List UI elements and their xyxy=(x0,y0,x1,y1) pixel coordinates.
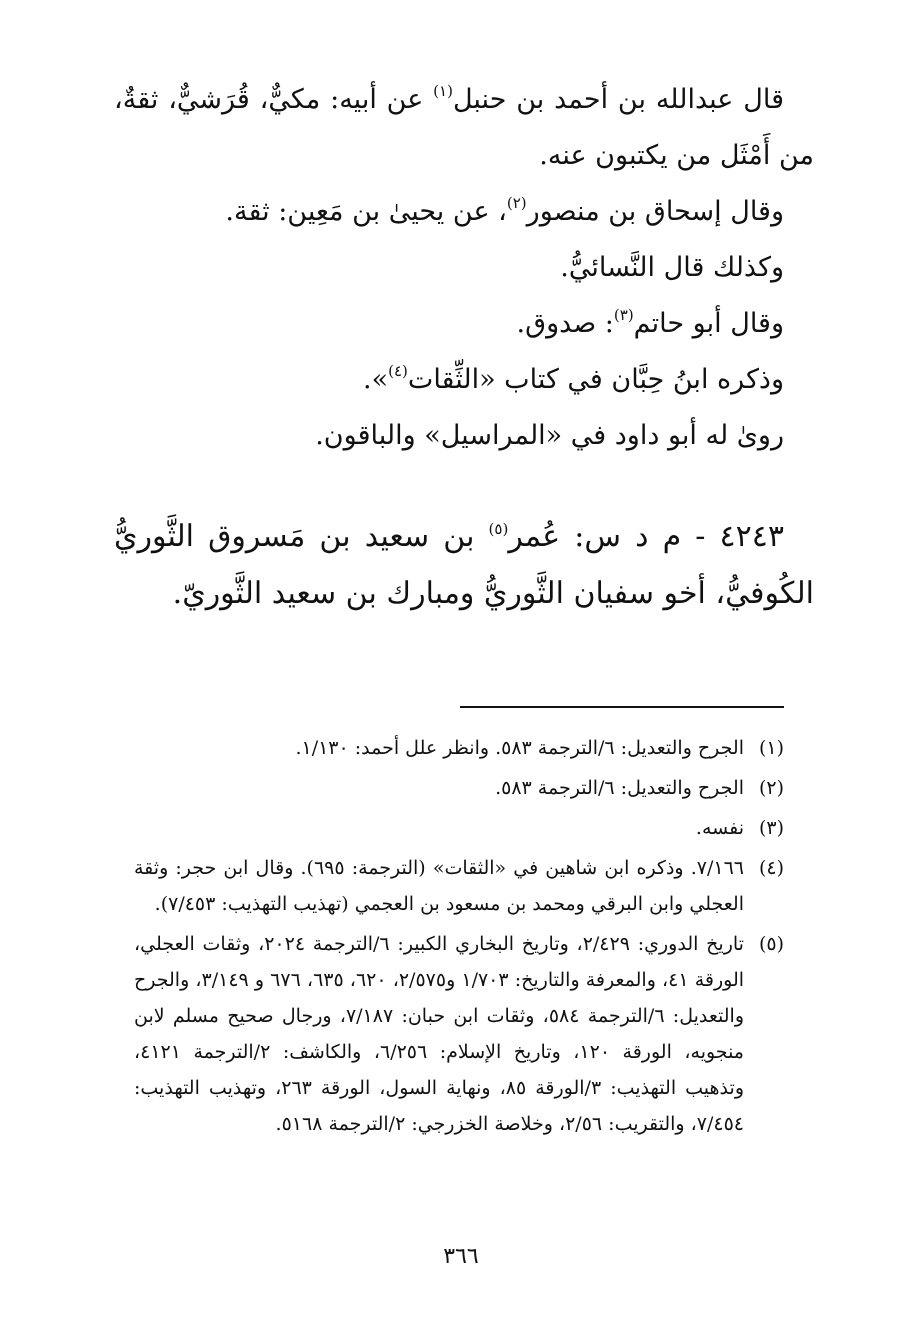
paragraph-ibn-hibban xyxy=(114,352,814,408)
footnote-text: ٧/١٦٦. وذكره ابن شاهين في «الثقات» (الترجمة: ٦٩٥). وقال ابن حجر: وثقة العجلي وابن البرقي ومحمد بن مسعود بن العجمي (تهذيب التهذيب: ٧/٤٥٣). xyxy=(134,857,744,915)
footnote-text: تاريخ الدوري: ٢/٤٢٩، وتاريخ البخاري الكبير: ٦/الترجمة ٢٠٢٤، وثقات العجلي، الورقة ٤١، والمعرفة والتاريخ: ١/٧٠٣ و٢/٥٧٥، ٦٢٠، ٦٣٥، ٦٧٦ و ٣/١٤٩، والجرح والتعديل: ٦/الترجمة ٥٨٤، وثقات ابن حبان: ٧/١٨٧، ورجال صحيح مسلم لابن منجويه، الورقة ١٢٠، وتاريخ الإسلام: ٦/٢٥٦، والكاشف: ٢/الترجمة ٤١٢١، وتذهيب التهذيب: ٣/الورقة ٨٥، ونهاية السول، الورقة ٢٦٣، وتهذيب التهذيب: ٧/٤٥٤، والتقريب: ٢/٥٦، وخلاصة الخزرجي: ٢/الترجمة ٥١٦٨. xyxy=(134,933,745,1135)
footnote-ref-4[interactable]: (٤) xyxy=(388,362,408,380)
text: : صدوق. xyxy=(516,308,614,339)
footnote-number: (٤) xyxy=(758,857,784,879)
footnote-number: (٥) xyxy=(758,933,784,955)
main-text xyxy=(114,72,814,464)
footnote-1 xyxy=(134,730,784,766)
paragraph-nasai: وكذلك قال النَّسائيُّ. xyxy=(560,252,784,283)
footnote-number: (٢) xyxy=(758,777,784,799)
footnote-ref-2[interactable]: (٢) xyxy=(506,194,527,212)
text: وذكره ابنُ حِبَّان في كتاب «الثِّقات xyxy=(407,364,784,395)
text: وقال أبو حاتم xyxy=(633,308,784,339)
paragraph-ahmad xyxy=(114,72,814,184)
text: عن أبيه: مكيٌّ، قُرَشيٌّ، ثقةٌ، من أَمْثَل من يكتبون عنه. xyxy=(114,84,814,171)
paragraph-narrators: روىٰ له أبو داود في «المراسيل» والباقون. xyxy=(315,420,784,451)
text: قال عبدالله بن أحمد بن حنبل xyxy=(452,84,784,115)
footnote-ref-3[interactable]: (٣) xyxy=(613,306,634,324)
footnotes xyxy=(134,730,784,1146)
footnote-ref-5[interactable]: (٥) xyxy=(488,520,509,538)
text: ». xyxy=(363,364,389,395)
text: ٤٢٤٣ - م د س: عُمر xyxy=(508,519,784,554)
entry-heading xyxy=(114,508,814,622)
footnote-separator xyxy=(460,706,784,708)
paragraph-ishaq xyxy=(114,184,814,240)
text: وقال إسحاق بن منصور xyxy=(526,196,784,227)
footnote-2 xyxy=(134,770,784,806)
text: بن سعيد بن مَسروق الثَّوريُّ الكُوفيُّ، أخو سفيان الثَّوريُّ ومبارك بن سعيد الثَّوريّ. xyxy=(114,519,814,611)
footnote-number: (١) xyxy=(758,737,784,759)
footnote-3 xyxy=(134,810,784,846)
footnote-4 xyxy=(134,850,784,922)
footnote-text: الجرح والتعديل: ٦/الترجمة ٥٨٣. xyxy=(495,777,744,799)
footnote-number: (٣) xyxy=(758,817,784,839)
text: ، عن يحيىٰ بن مَعِين: ثقة. xyxy=(225,196,507,227)
footnote-5 xyxy=(134,926,784,1142)
biography-entry xyxy=(114,508,814,622)
footnote-text: نفسه. xyxy=(695,817,744,839)
footnote-text: الجرح والتعديل: ٦/الترجمة ٥٨٣. وانظر علل أحمد: ١/١٣٠. xyxy=(295,737,744,759)
paragraph-abu-hatim xyxy=(114,296,814,352)
footnote-ref-1[interactable]: (١) xyxy=(433,82,453,100)
page-number: ٣٦٦ xyxy=(443,1244,479,1269)
